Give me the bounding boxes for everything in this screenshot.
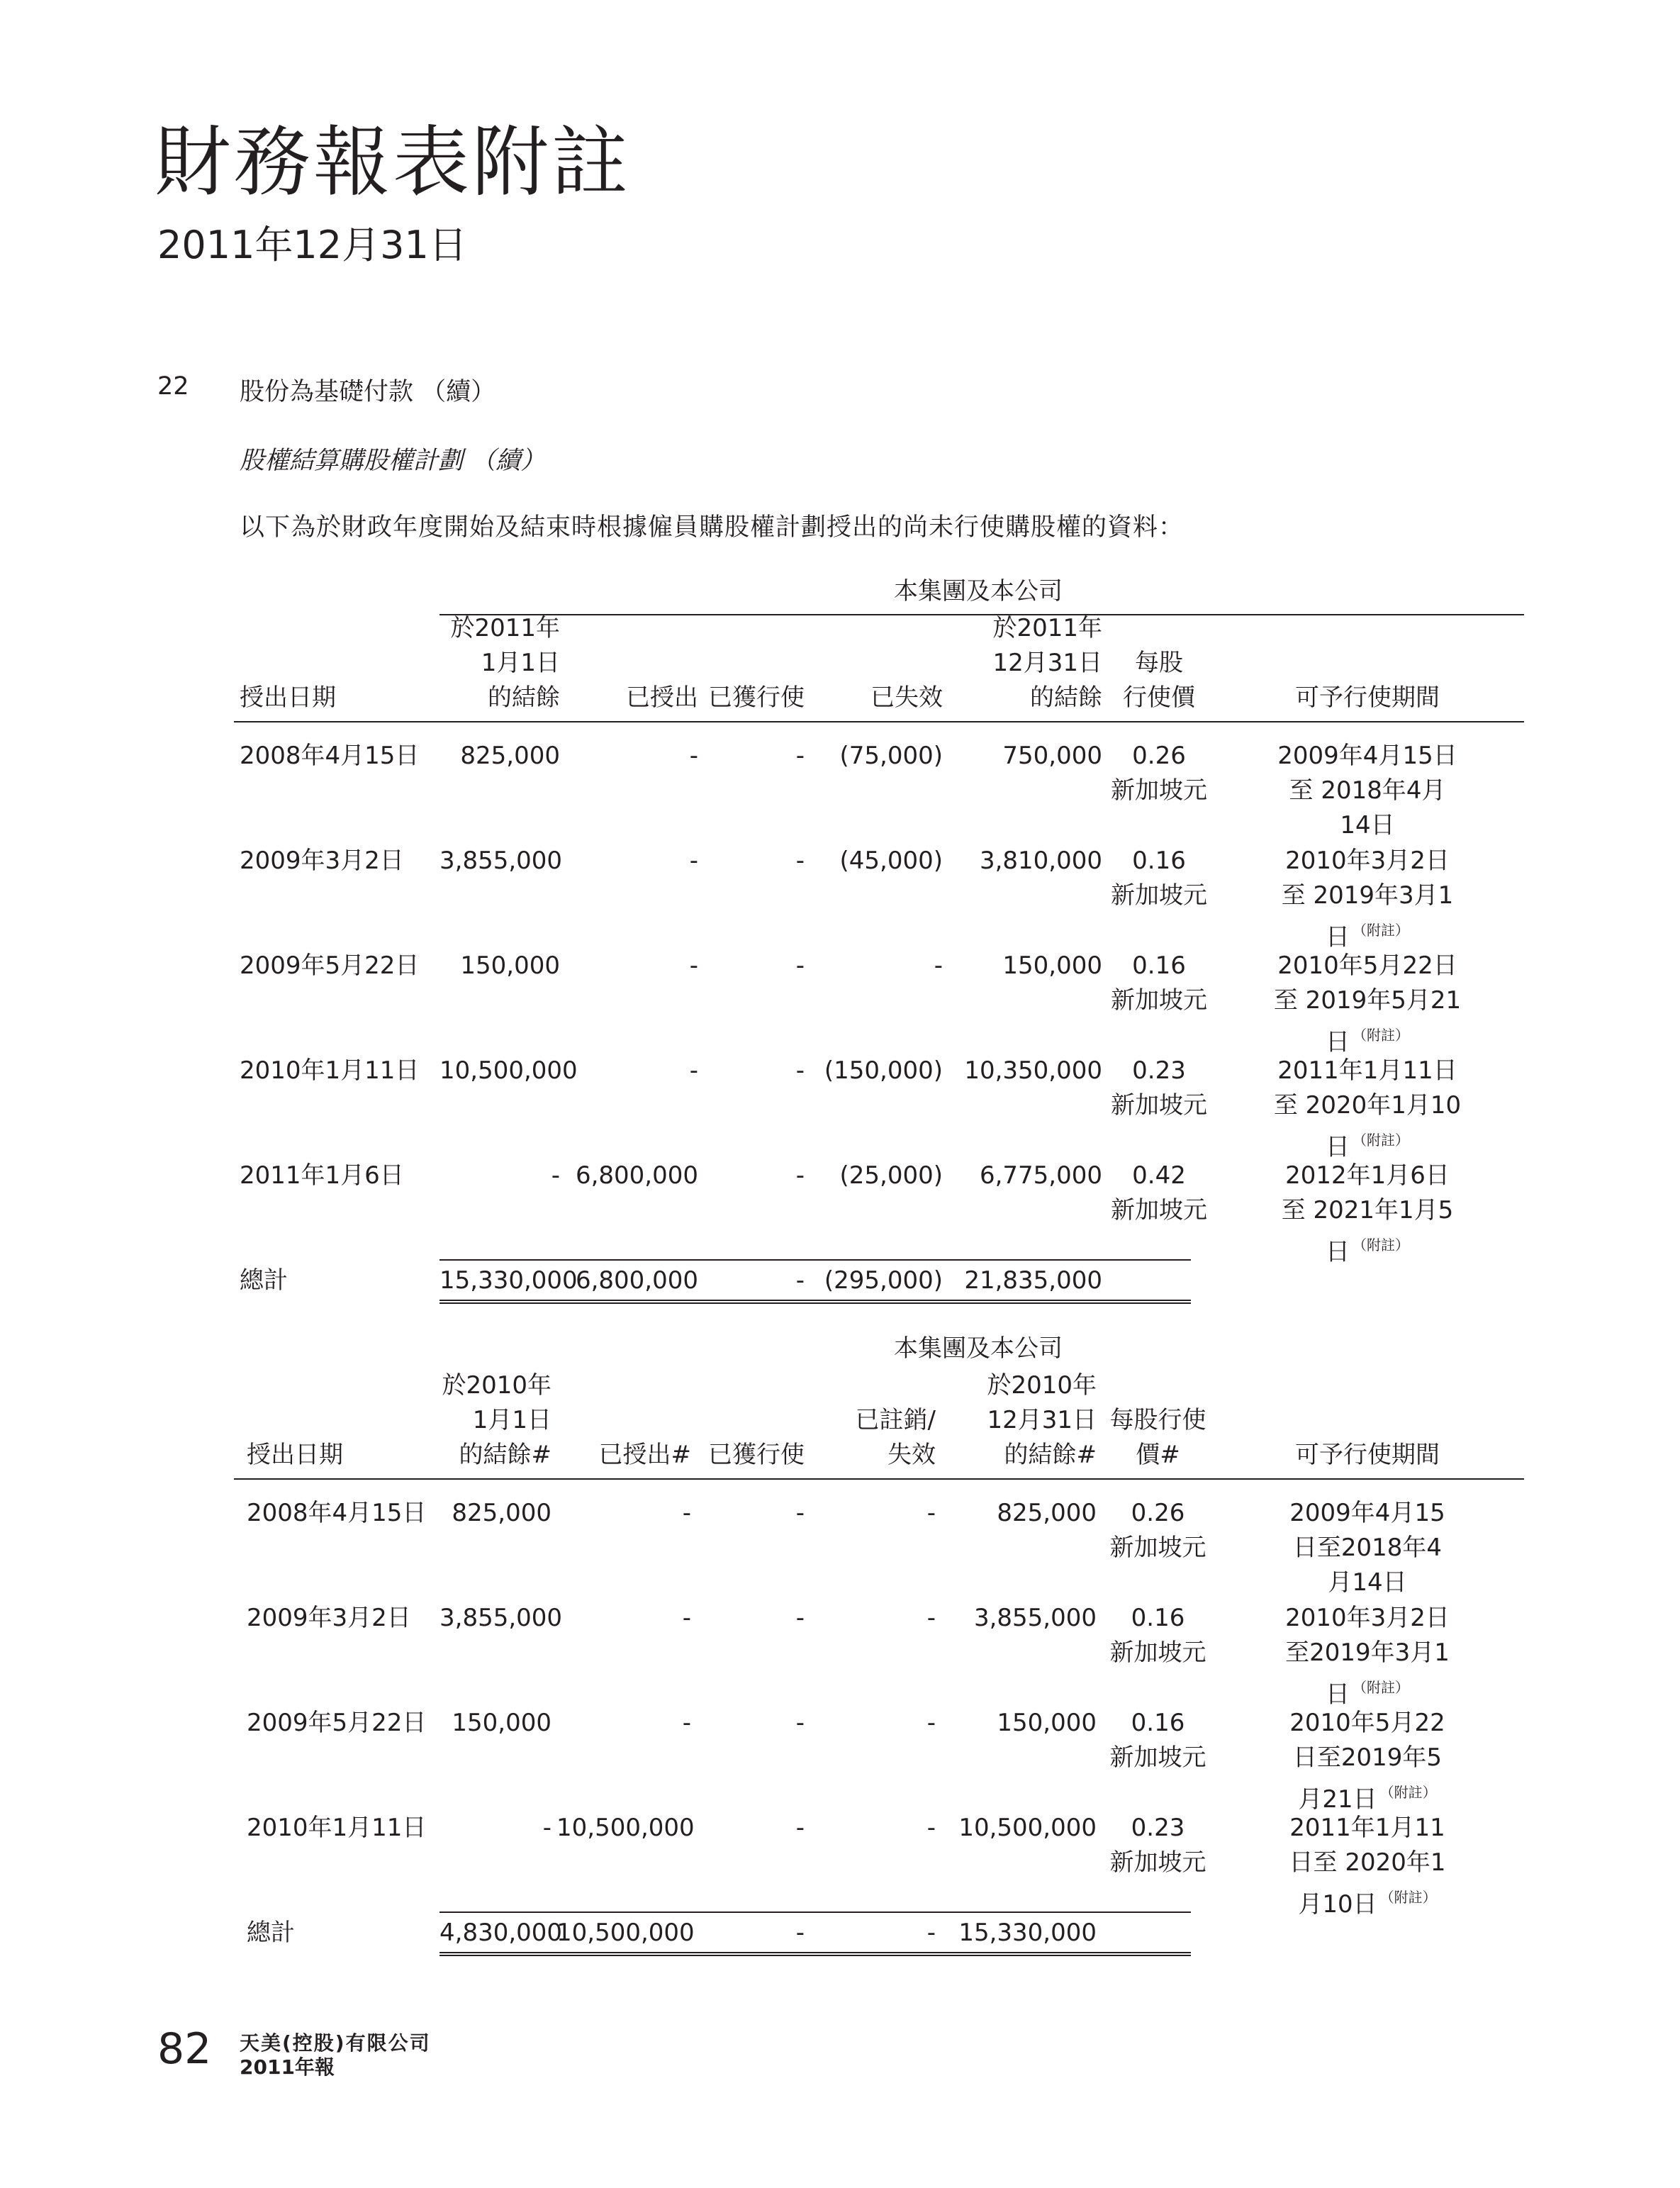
cell-price: 0.26 <box>1132 742 1186 770</box>
cell-price: 新加坡元 <box>1109 1743 1206 1772</box>
header-opening: 的結餘# <box>459 1441 551 1469</box>
period-text: 至 2020年1月10 <box>1273 1091 1462 1120</box>
cell-price: 0.16 <box>1132 951 1186 980</box>
period-text: 2010年3月2日 <box>1285 847 1450 875</box>
cell-exercised: - <box>795 951 805 980</box>
total-double-rule <box>439 1300 1191 1304</box>
period-text: 2009年4月15日 <box>1277 742 1457 770</box>
cell-period <box>1211 1054 1524 1088</box>
cell-opening: 3,855,000 <box>439 847 563 875</box>
header-grant-date: 授出日期 <box>247 1441 343 1469</box>
cell-price: 新加坡元 <box>1111 1196 1207 1224</box>
period-text: 2010年3月2日 <box>1285 1604 1450 1632</box>
period-text: 至 2018年4月 <box>1289 776 1446 805</box>
cell-lapsed: (45,000) <box>839 847 943 875</box>
period-text: 至 2019年3月1 <box>1281 881 1454 910</box>
cell-price: 0.16 <box>1131 1604 1185 1632</box>
total-label: 總計 <box>240 1266 288 1295</box>
cell-granted: - <box>689 742 698 770</box>
cell-lapsed: (150,000) <box>824 1056 943 1085</box>
period-text: 日 <box>1326 1680 1350 1709</box>
share-option-table-2011 <box>234 574 1524 1313</box>
cell-opening: - <box>542 1814 551 1842</box>
footer-report: 2011年報 <box>240 2055 335 2079</box>
cell-opening: 150,000 <box>452 1709 551 1737</box>
cell-grant-date: 2008年4月15日 <box>247 1499 427 1527</box>
page-number: 82 <box>157 2024 212 2074</box>
header-price: 每股 <box>1135 649 1183 677</box>
period-text: 2010年5月22日 <box>1277 951 1457 980</box>
cell-period <box>1211 1228 1524 1270</box>
cell-lapsed: - <box>926 1499 936 1527</box>
header-closing: 於2011年 <box>992 614 1102 642</box>
total-top-rule <box>439 1259 1191 1261</box>
note-marker: （附註） <box>1379 1784 1437 1801</box>
page-date: 2011年12月31日 <box>157 223 467 267</box>
cell-price: 0.23 <box>1131 1814 1185 1842</box>
cell-lapsed: (25,000) <box>839 1161 943 1190</box>
header-lapsed: 失效 <box>887 1441 936 1469</box>
period-text: 月21日 <box>1298 1785 1377 1814</box>
header-opening: 於2010年 <box>442 1371 551 1400</box>
cell-period <box>1211 1159 1524 1193</box>
total-label: 總計 <box>247 1919 295 1947</box>
note-marker: （附註） <box>1353 1027 1409 1044</box>
cell-period <box>1211 1636 1524 1670</box>
period-text: 2010年5月22 <box>1289 1709 1445 1737</box>
cell-price: 新加坡元 <box>1111 986 1207 1015</box>
period-text: 14日 <box>1340 811 1395 839</box>
total-exercised: - <box>795 1266 805 1295</box>
cell-period <box>1211 1846 1524 1880</box>
cell-exercised: - <box>795 742 805 770</box>
note-marker: （附註） <box>1353 1132 1409 1149</box>
header-price: 每股行使 <box>1109 1406 1206 1434</box>
total-lapsed: - <box>926 1919 936 1947</box>
cell-opening: 150,000 <box>460 951 560 980</box>
cell-period <box>1211 1880 1524 1922</box>
cell-grant-date: 2011年1月6日 <box>240 1161 404 1190</box>
cell-granted: 10,500,000 <box>556 1814 695 1842</box>
total-granted: 6,800,000 <box>575 1266 698 1295</box>
cell-grant-date: 2009年3月2日 <box>240 847 404 875</box>
cell-grant-date: 2009年3月2日 <box>247 1604 411 1632</box>
header-closing: 的結餘# <box>1004 1441 1097 1469</box>
note-marker: （附註） <box>1353 1237 1409 1254</box>
cell-lapsed: - <box>926 1814 936 1842</box>
cell-closing: 150,000 <box>1002 951 1102 980</box>
cell-grant-date: 2010年1月11日 <box>240 1056 420 1085</box>
cell-period <box>1211 983 1524 1018</box>
total-double-rule <box>439 1952 1191 1956</box>
header-granted: 已授出 <box>626 683 698 712</box>
cell-exercised: - <box>795 1161 805 1190</box>
cell-granted: - <box>682 1604 691 1632</box>
header-opening: 1月1日 <box>472 1406 551 1434</box>
section-number: 22 <box>157 372 189 401</box>
header-lapsed: 已失效 <box>870 683 943 712</box>
cell-price: 0.16 <box>1131 1709 1185 1737</box>
period-text: 2011年1月11 <box>1289 1814 1445 1842</box>
total-top-rule <box>439 1911 1191 1913</box>
header-closing: 的結餘 <box>1030 683 1102 712</box>
header-price: 行使價 <box>1123 683 1195 712</box>
cell-period <box>1211 1193 1524 1228</box>
cell-granted: - <box>689 951 698 980</box>
share-option-table-2010 <box>234 1332 1524 1965</box>
cell-lapsed: - <box>926 1709 936 1737</box>
cell-closing: 750,000 <box>1002 742 1102 770</box>
total-closing: 15,330,000 <box>958 1919 1097 1947</box>
cell-price: 0.16 <box>1132 847 1186 875</box>
period-text: 至 2021年1月5 <box>1281 1196 1454 1224</box>
header-opening: 的結餘 <box>488 683 560 712</box>
header-rule <box>234 1478 1524 1480</box>
header-opening: 於2011年 <box>450 614 560 642</box>
cell-exercised: - <box>795 1814 805 1842</box>
period-text: 日 <box>1326 1028 1350 1056</box>
period-text: 日至 2020年1 <box>1289 1848 1446 1877</box>
cell-exercised: - <box>795 847 805 875</box>
cell-period <box>1211 774 1524 808</box>
cell-granted: - <box>689 1056 698 1085</box>
cell-opening: 10,500,000 <box>439 1056 578 1085</box>
total-lapsed: (295,000) <box>824 1266 943 1295</box>
cell-price: 0.26 <box>1131 1499 1185 1527</box>
cell-granted: - <box>682 1709 691 1737</box>
period-text: 月14日 <box>1328 1568 1407 1597</box>
header-period: 可予行使期間 <box>1295 683 1440 712</box>
header-exercised: 已獲行使 <box>708 683 805 712</box>
cell-opening: 3,855,000 <box>439 1604 563 1632</box>
cell-granted: - <box>689 847 698 875</box>
period-text: 2009年4月15 <box>1289 1499 1445 1527</box>
cell-period <box>1211 1565 1524 1600</box>
period-text: 日 <box>1326 923 1350 951</box>
cell-exercised: - <box>795 1709 805 1737</box>
footer-company: 天美(控股)有限公司 <box>240 2031 431 2055</box>
cell-exercised: - <box>795 1056 805 1085</box>
table-group-title: 本集團及本公司 <box>894 1334 1063 1363</box>
cell-price: 新加坡元 <box>1111 776 1207 805</box>
cell-grant-date: 2010年1月11日 <box>247 1814 427 1842</box>
cell-closing: 3,855,000 <box>973 1604 1097 1632</box>
cell-period <box>1211 844 1524 878</box>
cell-closing: 6,775,000 <box>979 1161 1102 1190</box>
cell-lapsed: - <box>926 1604 936 1632</box>
cell-price: 新加坡元 <box>1109 1848 1206 1877</box>
cell-granted: - <box>682 1499 691 1527</box>
header-grant-date: 授出日期 <box>240 683 336 712</box>
cell-period <box>1211 878 1524 913</box>
period-text: 日至2018年4 <box>1292 1534 1443 1562</box>
period-text: 至 2019年5月21 <box>1273 986 1462 1015</box>
note-marker: （附註） <box>1353 1679 1409 1696</box>
cell-closing: 825,000 <box>997 1499 1097 1527</box>
cell-grant-date: 2009年5月22日 <box>247 1709 427 1737</box>
cell-period <box>1211 1601 1524 1636</box>
cell-lapsed: - <box>934 951 943 980</box>
cell-period <box>1211 1088 1524 1123</box>
cell-price: 新加坡元 <box>1109 1534 1206 1562</box>
cell-period <box>1211 1811 1524 1846</box>
header-granted: 已授出# <box>598 1441 691 1469</box>
cell-period <box>1211 1706 1524 1741</box>
total-opening: 4,830,000 <box>439 1919 563 1947</box>
cell-opening: 825,000 <box>460 742 560 770</box>
cell-opening: - <box>551 1161 560 1190</box>
header-opening: 1月1日 <box>481 649 560 677</box>
period-text: 2011年1月11日 <box>1277 1056 1457 1085</box>
cell-period <box>1211 808 1524 843</box>
note-marker: （附註） <box>1379 1889 1437 1906</box>
period-text: 日 <box>1326 1133 1350 1161</box>
cell-grant-date: 2008年4月15日 <box>240 742 420 770</box>
header-exercised: 已獲行使 <box>708 1441 805 1469</box>
period-text: 日至2019年5 <box>1292 1743 1443 1772</box>
subsection-title: 股權結算購股權計劃 （續） <box>240 447 546 475</box>
period-text: 月10日 <box>1298 1890 1377 1919</box>
period-text: 2012年1月6日 <box>1285 1161 1450 1190</box>
total-closing: 21,835,000 <box>964 1266 1102 1295</box>
total-exercised: - <box>795 1919 805 1947</box>
intro-text: 以下為於財政年度開始及結束時根據僱員購股權計劃授出的尚未行使購股權的資料： <box>240 513 1185 542</box>
header-closing: 於2010年 <box>987 1371 1097 1400</box>
cell-price: 0.42 <box>1132 1161 1186 1190</box>
cell-period <box>1211 949 1524 983</box>
header-closing: 12月31日 <box>987 1406 1097 1434</box>
total-opening: 15,330,000 <box>439 1266 578 1295</box>
cell-price: 新加坡元 <box>1111 881 1207 910</box>
page-title: 財務報表附註 <box>155 118 632 207</box>
cell-granted: 6,800,000 <box>575 1161 698 1190</box>
section-title: 股份為基礎付款 （續） <box>240 378 496 406</box>
header-closing: 12月31日 <box>992 649 1102 677</box>
table-group-title: 本集團及本公司 <box>894 577 1063 605</box>
header-rule <box>234 721 1524 722</box>
note-marker: （附註） <box>1353 922 1409 939</box>
cell-period <box>1211 1741 1524 1775</box>
cell-opening: 825,000 <box>452 1499 551 1527</box>
cell-period <box>1211 1496 1524 1531</box>
cell-closing: 10,350,000 <box>964 1056 1102 1085</box>
header-lapsed: 已註銷/ <box>855 1406 936 1434</box>
cell-price: 新加坡元 <box>1109 1639 1206 1667</box>
cell-lapsed: (75,000) <box>839 742 943 770</box>
cell-price: 新加坡元 <box>1111 1091 1207 1120</box>
cell-closing: 3,810,000 <box>979 847 1102 875</box>
total-granted: 10,500,000 <box>556 1919 695 1947</box>
cell-period <box>1211 1531 1524 1565</box>
cell-closing: 150,000 <box>997 1709 1097 1737</box>
cell-grant-date: 2009年5月22日 <box>240 951 420 980</box>
cell-period <box>1211 739 1524 774</box>
period-text: 至2019年3月1 <box>1285 1639 1450 1667</box>
cell-closing: 10,500,000 <box>958 1814 1097 1842</box>
header-period: 可予行使期間 <box>1295 1441 1440 1469</box>
header-price: 價# <box>1136 1441 1180 1469</box>
cell-price: 0.23 <box>1132 1056 1186 1085</box>
period-text: 日 <box>1326 1238 1350 1266</box>
cell-exercised: - <box>795 1604 805 1632</box>
cell-exercised: - <box>795 1499 805 1527</box>
